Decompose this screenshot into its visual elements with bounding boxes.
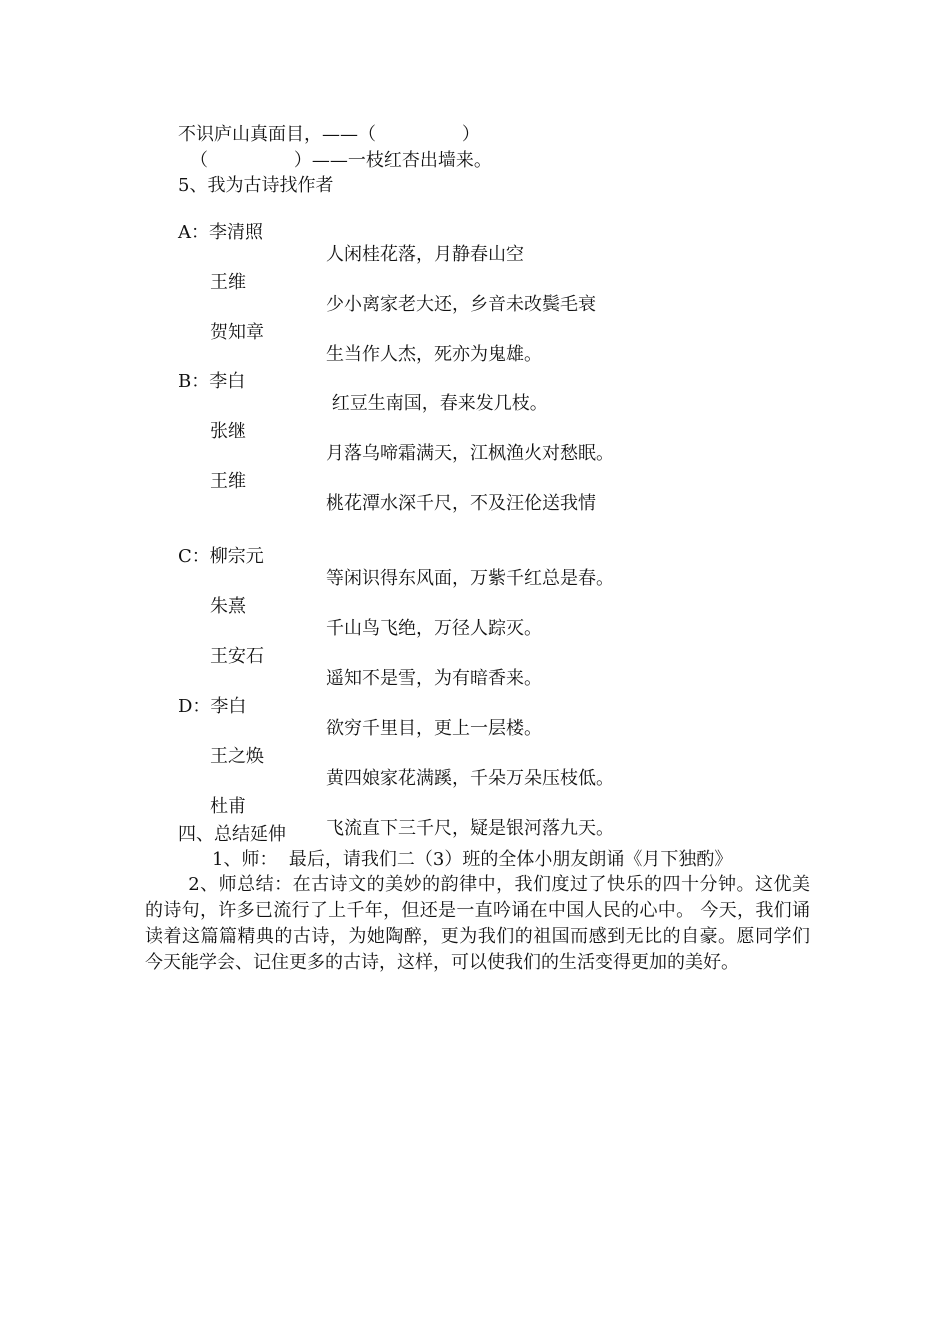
- summary-item-2: 2、师总结：在古诗文的美妙的韵律中，我们度过了快乐的四十分钟。这优美的诗句，许多已流行了上千年，但还是一直吟诵在中国人民的心中。 今天，我们诵读着这篇篇精典的古诗，为她陶醉，更为我们的祖国而感到无比的自豪。愿同学们今天能学会、记住更多的古诗，这样，可以使我们的生活变得更加的美好。: [145, 874, 810, 973]
- author-name: 王之焕: [210, 746, 264, 767]
- poem-line: 人闲桂花落，月静春山空: [326, 244, 524, 265]
- poem-line: 月落乌啼霜满天，江枫渔火对愁眠。: [326, 443, 614, 464]
- section-4-heading: 四、总结延伸: [178, 824, 286, 845]
- poem-line: 欲穷千里目，更上一层楼。: [326, 718, 542, 739]
- author-name: 朱熹: [210, 596, 246, 617]
- author-name: D：李白: [178, 696, 247, 717]
- poem-line: 遥知不是雪，为有暗香来。: [326, 668, 542, 689]
- author-name: B：李白: [178, 371, 246, 392]
- poem-line: 飞流直下三千尺，疑是银河落九天。: [326, 818, 614, 839]
- author-name: 王安石: [210, 646, 264, 667]
- fill-blank-line-1: 不识庐山真面目，——（ ）: [178, 124, 480, 145]
- section-5-heading: 5、我为古诗找作者: [178, 175, 334, 196]
- poem-line: 等闲识得东风面，万紫千红总是春。: [326, 568, 614, 589]
- author-name: 杜甫: [210, 796, 246, 817]
- poem-line: 黄四娘家花满蹊，千朵万朵压枝低。: [326, 768, 614, 789]
- author-name: 王维: [210, 272, 246, 293]
- poem-line: 桃花潭水深千尺，不及汪伦送我情: [326, 493, 596, 514]
- author-name: 王维: [210, 471, 246, 492]
- author-name: 贺知章: [210, 322, 264, 343]
- summary-item-1: 1、师： 最后，请我们二（3）班的全体小朋友朗诵《月下独酌》: [212, 849, 733, 870]
- author-name: C：柳宗元: [178, 546, 264, 567]
- author-name: 张继: [210, 421, 246, 442]
- poem-line: 千山鸟飞绝，万径人踪灭。: [326, 618, 542, 639]
- poem-line: 红豆生南国，春来发几枝。: [326, 393, 548, 414]
- poem-line: 少小离家老大还，乡音未改鬓毛衰: [326, 294, 596, 315]
- poem-line: 生当作人杰，死亦为鬼雄。: [326, 344, 542, 365]
- author-name: A：李清照: [178, 222, 263, 243]
- fill-blank-line-2: （ ）——一枝红杏出墙来。: [190, 150, 492, 171]
